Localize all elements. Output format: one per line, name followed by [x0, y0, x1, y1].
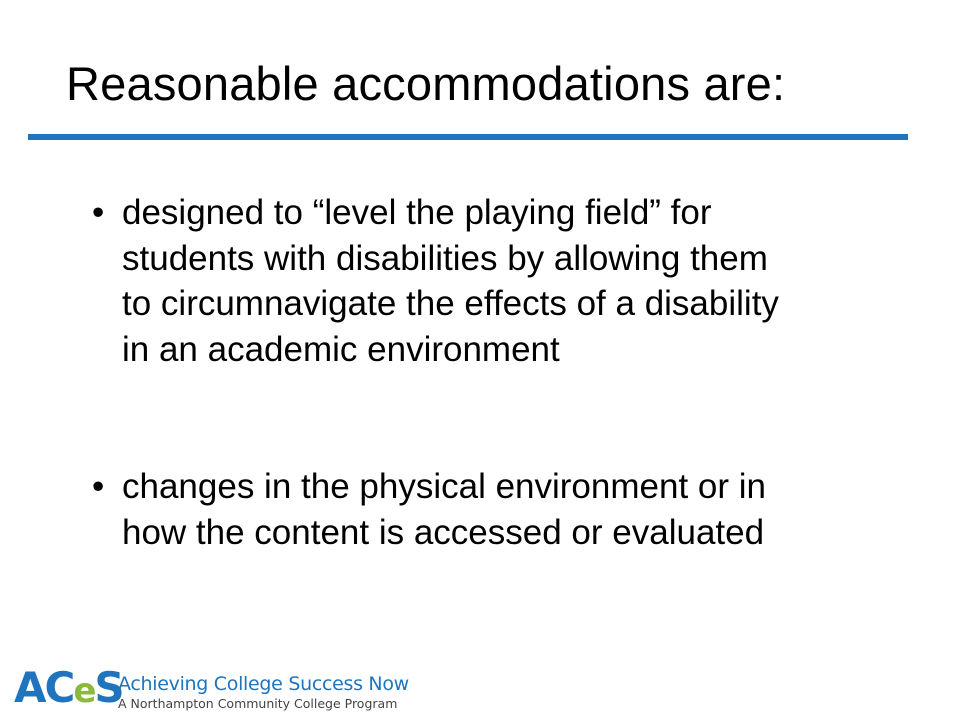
bullet-line: in an academic environment — [122, 329, 560, 369]
logo-letter: e — [73, 671, 95, 711]
bullet-dot-icon: • — [92, 193, 105, 232]
logo-letter: A — [14, 663, 45, 712]
bullet-item — [92, 190, 932, 372]
logo-letter: S — [94, 663, 123, 712]
bullet-line: changes in the physical environment or in — [122, 467, 766, 506]
footer-logo — [14, 663, 414, 716]
title-underline — [28, 134, 908, 140]
bullet-line: designed to “level the playing field” for — [122, 193, 712, 232]
bullet-dot-icon: • — [92, 467, 105, 506]
bullet-line: how the content is accessed or evaluated — [122, 512, 765, 552]
bullet-item — [92, 464, 932, 555]
slide-title: Reasonable accommodations are: — [66, 57, 786, 110]
logo-letter: C — [44, 663, 74, 712]
bullet-list — [92, 190, 932, 555]
bullet-line: to circumnavigate the effects of a disability — [122, 284, 779, 323]
aces-logo-mark — [14, 663, 123, 713]
bullet-line: students with disabilities by allowing them — [122, 238, 768, 278]
logo-subline: A Northampton Community College Program — [118, 696, 398, 711]
logo-tagline: Achieving College Success Now — [118, 673, 409, 695]
